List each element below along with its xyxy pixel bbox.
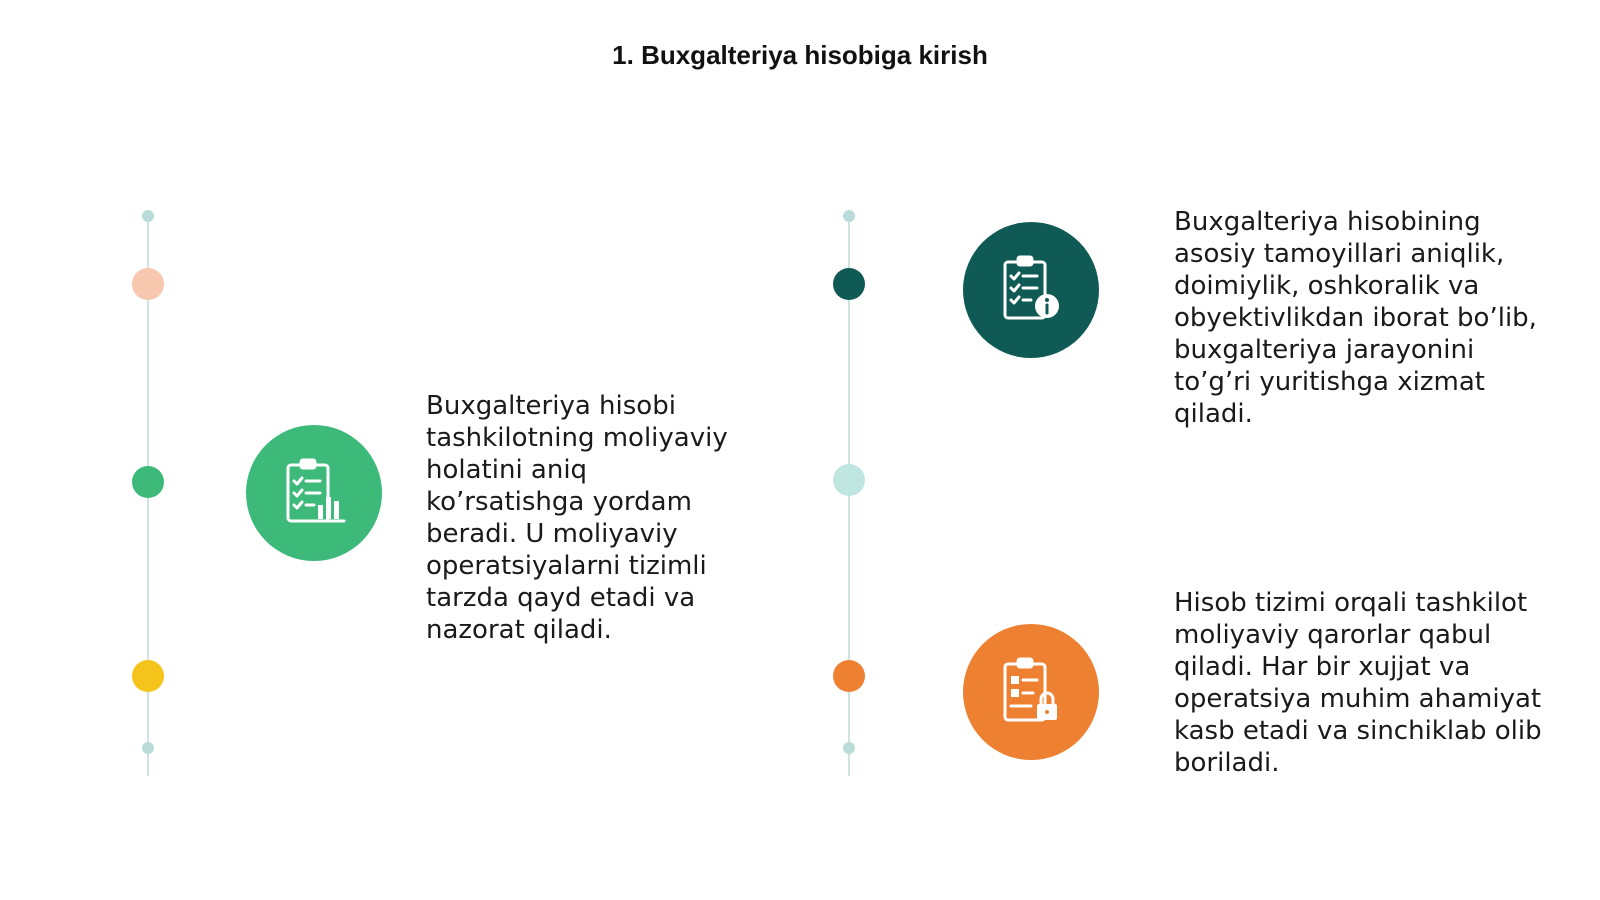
timeline-start-dot xyxy=(843,210,855,222)
clipboard-lock-icon xyxy=(963,624,1099,760)
description-left: Buxgalteriya hisobi tashkilotning moliyaviy holatini aniq ko’rsatishga yordam beradi. U moliyaviy operatsiyalarni tizimli tarzda qayd etadi va nazorat qiladi. xyxy=(426,391,728,645)
description-right-top: Buxgalteriya hisobining asosiy tamoyillari aniqlik, doimiylik, oshkoralik va obyektivlikdan iborat bo’lib, buxgalteriya jarayonini to’g’ri yuritishga xizmat qiladi. xyxy=(1174,207,1537,429)
timeline-left xyxy=(128,216,168,776)
page-title: 1. Buxgalteriya hisobiga kirish xyxy=(612,40,988,70)
clipboard-chart-icon xyxy=(246,425,382,561)
timeline-end-dot xyxy=(843,742,855,754)
timeline-node-green xyxy=(132,466,164,498)
timeline-node-yellow xyxy=(132,660,164,692)
clipboard-info-icon xyxy=(963,222,1099,358)
timeline-node-light-teal xyxy=(833,464,865,496)
timeline-line xyxy=(848,216,850,776)
timeline-node-peach xyxy=(132,268,164,300)
timeline-right xyxy=(829,216,869,776)
timeline-end-dot xyxy=(142,742,154,754)
timeline-node-orange xyxy=(833,660,865,692)
description-right-bottom: Hisob tizimi orqali tashkilot moliyaviy qarorlar qabul qiladi. Har bir xujjat va operatsiya muhim ahamiyat kasb etadi va sinchiklab olib boriladi. xyxy=(1174,588,1542,778)
timeline-start-dot xyxy=(142,210,154,222)
timeline-node-dark-teal xyxy=(833,268,865,300)
